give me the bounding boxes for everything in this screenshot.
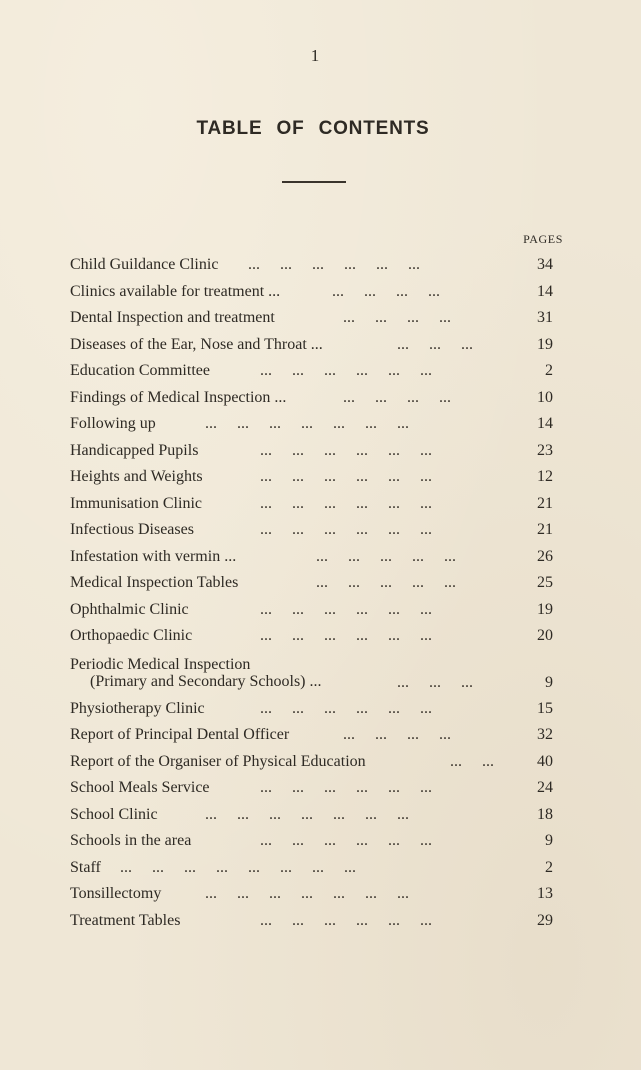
toc-entry [70,517,560,544]
toc-entry [70,828,560,855]
toc-entry-title: Report of Principal Dental Officer [70,726,290,743]
leader-dots: ... ... ... ... ... ... ... [205,415,409,432]
toc-entry [70,908,560,935]
toc-entry [70,252,560,279]
toc-entry-page: 18 [537,805,553,823]
pages-column-header: PAGES [523,232,563,246]
toc-entry [70,411,560,438]
leader-dots: ... ... ... ... ... [316,574,456,591]
toc-entry [70,305,560,332]
toc-entry-title: Physiotherapy Clinic [70,699,205,717]
toc-entry-title: Findings of Medical Inspection ... [70,388,287,406]
toc-entry [70,696,560,723]
leader-dots: ... ... ... ... [332,282,440,300]
toc-entry [70,358,560,385]
toc-entry-page: 31 [537,309,553,326]
toc-entry [70,749,560,776]
toc-entry-title: Orthopaedic Clinic [70,627,193,644]
toc-entry [70,464,560,491]
leader-dots: ... ... ... ... ... ... [260,441,432,459]
toc-entry [70,722,560,749]
toc-entry-page: 20 [537,627,553,644]
leader-dots: ... ... ... ... ... ... [260,779,432,796]
toc-entry-title: School Clinic [70,805,158,823]
toc-entry-page: 24 [537,779,553,796]
leader-dots: ... ... ... ... ... ... [260,600,432,618]
toc-entry-page: 10 [537,388,553,406]
toc-entry-page: 32 [537,726,553,743]
toc-entry-page: 13 [537,885,553,902]
toc-entry-title: Heights and Weights [70,468,203,485]
leader-dots: ... ... ... ... ... ... [260,494,432,512]
toc-entry-page: 23 [537,441,553,459]
toc-entry [70,855,560,882]
toc-entry-title: Following up [70,415,156,432]
toc-entry-title: Education Committee [70,362,210,379]
toc-entry-title: Schools in the area [70,832,192,849]
toc-entry [70,491,560,518]
toc-entry [70,623,560,650]
leader-dots: ... ... ... ... ... ... ... [205,805,409,823]
toc-entry-title: Report of the Organiser of Physical Education [70,752,366,770]
leader-dots: ... ... ... ... ... ... [248,256,420,273]
toc-entry-page: 9 [545,832,553,849]
toc-entry-page: 40 [537,752,553,770]
toc-entry-title: Treatment Tables [70,911,181,929]
toc-entry [70,385,560,412]
toc-entry-title: School Meals Service [70,779,210,796]
toc-entry-title: Infestation with vermin ... [70,547,237,565]
toc-entry [70,802,560,829]
toc-entry-page: 2 [545,362,553,379]
title-divider [282,181,346,183]
leader-dots: ... ... ... ... ... ... ... ... [120,858,356,876]
toc-entry-page: 29 [537,911,553,929]
toc-entry-subtitle: (Primary and Secondary Schools) ... [90,672,322,690]
leader-dots: ... ... [450,752,494,770]
leader-dots: ... ... ... ... [343,388,451,406]
toc-entry-page: 14 [537,415,553,432]
leader-dots: ... ... ... ... ... [316,547,456,565]
toc-entry-page: 21 [537,521,553,538]
leader-dots: ... ... ... ... ... ... [260,362,432,379]
toc-entry-title: Dental Inspection and treatment [70,309,275,326]
toc-entry-title: Infectious Diseases [70,521,194,538]
leader-dots: ... ... ... ... ... ... [260,911,432,929]
toc-entry [70,570,560,597]
toc-entry-title: Diseases of the Ear, Nose and Throat ... [70,335,323,353]
page-number: 1 [310,46,320,65]
toc-entry-title: Ophthalmic Clinic [70,600,189,618]
leader-dots: ... ... ... [397,335,473,353]
table-of-contents [70,252,560,934]
leader-dots: ... ... ... ... ... ... ... [205,885,409,902]
toc-entry-page: 21 [537,494,553,512]
toc-entry-page: 25 [537,574,553,591]
leader-dots: ... ... ... [397,673,473,691]
leader-dots: ... ... ... ... ... ... [260,521,432,538]
toc-entry [70,438,560,465]
toc-entry [70,332,560,359]
toc-entry-page: 15 [537,699,553,717]
toc-entry-title: Immunisation Clinic [70,494,202,512]
toc-entry-title: Child Guildance Clinic [70,256,219,273]
toc-entry-title: Clinics available for treatment ... [70,282,281,300]
toc-entry-page: 12 [537,468,553,485]
toc-entry-page: 34 [537,256,553,273]
toc-entry-page: 9 [545,673,553,691]
leader-dots: ... ... ... ... ... ... [260,468,432,485]
toc-entry-page: 14 [537,282,553,300]
leader-dots: ... ... ... ... ... ... [260,627,432,644]
leader-dots: ... ... ... ... [343,726,451,743]
toc-entry [70,279,560,306]
toc-entry-title: Periodic Medical Inspection [70,655,251,673]
toc-entry-page: 19 [537,335,553,353]
toc-entry-page: 26 [537,547,553,565]
toc-entry-title: Staff [70,858,101,876]
toc-entry [70,597,560,624]
toc-entry-page: 19 [537,600,553,618]
leader-dots: ... ... ... ... [343,309,451,326]
toc-entry-page: 2 [545,858,553,876]
toc-entry [70,650,560,696]
leader-dots: ... ... ... ... ... ... [260,699,432,717]
leader-dots: ... ... ... ... ... ... [260,832,432,849]
toc-entry [70,775,560,802]
page-title: TABLE OF CONTENTS [196,118,430,139]
toc-entry [70,881,560,908]
toc-entry-title: Handicapped Pupils [70,441,199,459]
toc-entry-title: Medical Inspection Tables [70,574,239,591]
toc-entry-title: Tonsillectomy [70,885,162,902]
toc-entry [70,544,560,571]
